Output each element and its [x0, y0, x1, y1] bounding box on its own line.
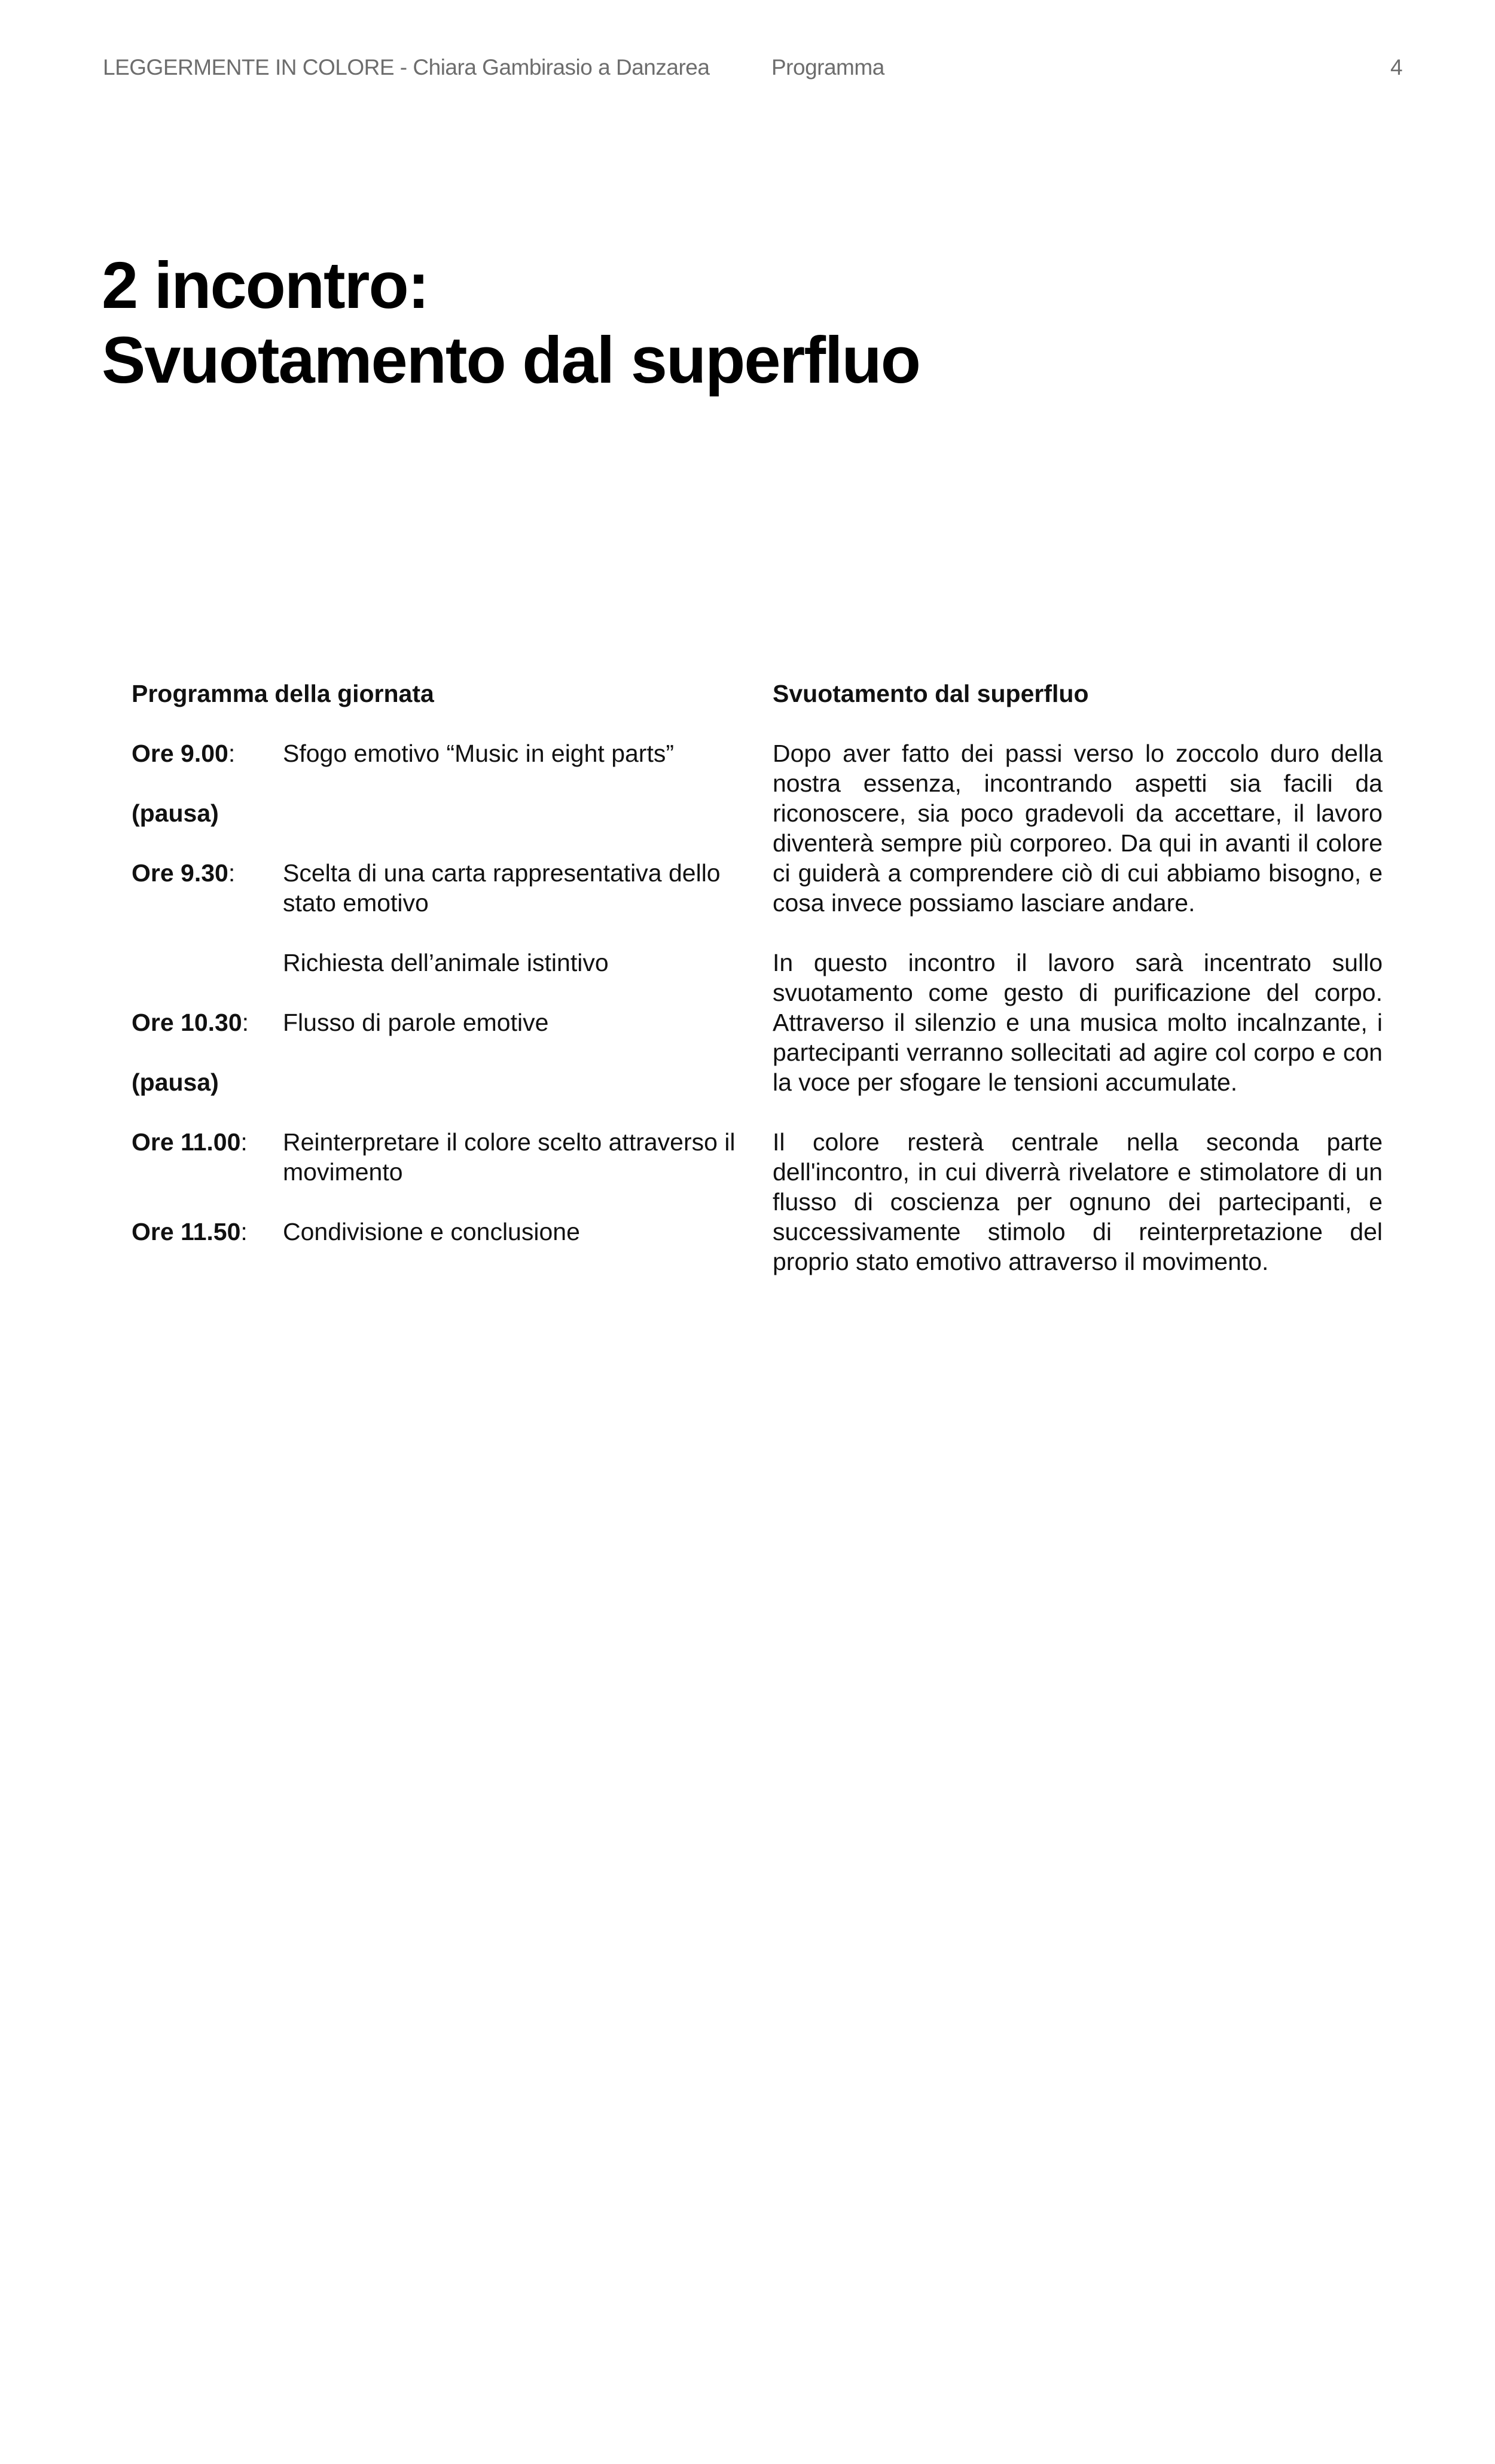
title-line-2: Svuotamento dal superfluo: [102, 323, 920, 397]
description-paragraph: In questo incontro il lavoro sarà incentrato sullo svuotamento come gesto di purificazione del corpo. Attraverso il silenzio e una musica molto incalnzante, i partecipanti verranno sollecitati ad agire col corpo e con la voce per sfogare le tensioni accumulate.: [773, 949, 1383, 1096]
schedule-column: [132, 679, 736, 1277]
schedule-row: [132, 1127, 736, 1187]
schedule-activity: Richiesta dell’animale istintivo: [283, 949, 609, 976]
schedule-activity: Reinterpretare il colore scelto attraverso il movimento: [283, 1128, 736, 1186]
schedule-time: (pausa): [132, 799, 219, 827]
schedule-heading: Programma della giornata: [132, 680, 434, 707]
document-title: LEGGERMENTE IN COLORE - Chiara Gambirasio a Danzarea: [103, 55, 710, 80]
schedule-row: [132, 738, 736, 768]
page-title: [102, 248, 920, 398]
schedule-activity: Sfogo emotivo “Music in eight parts”: [283, 740, 674, 767]
schedule-row: [132, 948, 736, 978]
schedule-time: Ore 11.00:: [132, 1128, 248, 1156]
schedule-row: [132, 798, 736, 828]
schedule-activity: Condivisione e conclusione: [283, 1218, 580, 1245]
schedule-activity: [283, 798, 736, 828]
schedule-activity: Scelta di una carta rappresentativa dello stato emotivo: [283, 859, 721, 917]
title-line-1: 2 incontro:: [102, 249, 429, 322]
schedule-time: Ore 10.30:: [132, 1009, 249, 1036]
schedule-time: Ore 11.50:: [132, 1218, 248, 1245]
schedule-row: [132, 1007, 736, 1037]
schedule-time: [132, 948, 283, 978]
schedule-time: Ore 9.30:: [132, 859, 236, 887]
page-header: [0, 55, 1495, 85]
schedule-activity: Flusso di parole emotive: [283, 1009, 549, 1036]
schedule-time: Ore 9.00:: [132, 740, 236, 767]
schedule-row: [132, 1067, 736, 1097]
section-name: Programma: [771, 55, 884, 80]
page-number: 4: [1390, 55, 1403, 80]
schedule-time: (pausa): [132, 1068, 219, 1096]
description-column: [773, 679, 1383, 1306]
schedule-activity: [283, 1067, 736, 1097]
schedule-row: [132, 858, 736, 918]
schedule-row: [132, 1217, 736, 1247]
description-paragraph: Il colore resterà centrale nella seconda parte dell'incontro, in cui diverrà rivelatore e stimolatore di un flusso di coscienza per ognuno dei partecipanti, e successivamente stimolo di reinterpretazione del proprio stato emotivo attraverso il movimento.: [773, 1128, 1383, 1275]
description-heading: Svuotamento dal superfluo: [773, 680, 1089, 707]
description-paragraph: Dopo aver fatto dei passi verso lo zoccolo duro della nostra essenza, incontrando aspetti sia facili da riconoscere, sia poco gradevoli da accettare, il lavoro diventerà sempre più corporeo. Da qui in avanti il colore ci guiderà a comprendere ciò di cui abbiamo bisogno, e cosa invece possiamo lasciare andare.: [773, 740, 1383, 917]
